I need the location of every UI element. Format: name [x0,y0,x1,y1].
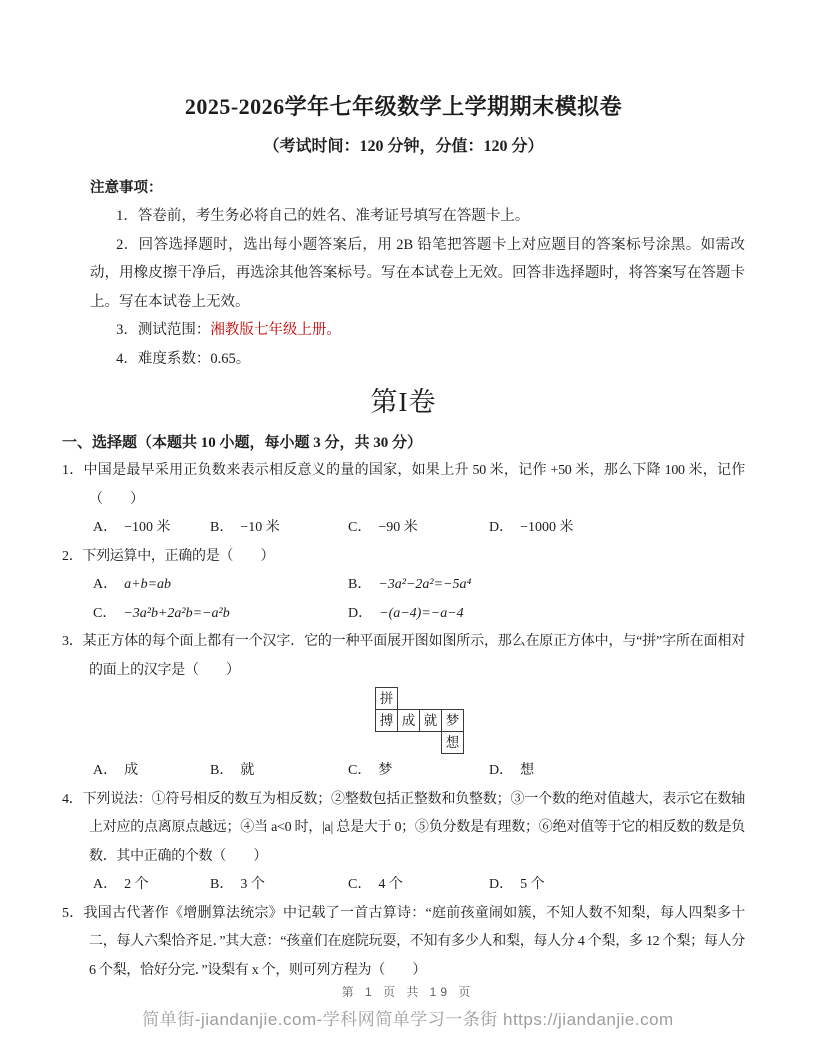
question-4 [62,786,745,900]
question-3-stem: 3．某正方体的每个面上都有一个汉字．它的一种平面展开图如图所示，那么在原正方体中，与“拼”字所在面相对的面上的汉字是（ ） [62,634,745,678]
option-c: C． −90 米 [348,520,418,535]
question-2-stem: 2．下列运算中，正确的是（ ） [62,548,275,564]
cube-net [375,687,465,755]
page-title: 2025-2026学年七年级数学上学期期末模拟卷 [184,94,623,119]
question-1 [62,457,745,543]
question-1-stem: 1．中国是最早采用正负数来表示相反意义的量的国家，如果上升 50 米，记作 +50 米，那么下降 100 米，记作（ ） [62,463,745,507]
question-1-options [62,514,745,543]
option-a: A． 成 [93,763,139,778]
option-b: B． 就 [210,763,255,778]
option-d: D． −(a−4)=−a−4 [348,605,464,621]
net-cell-top: 拼 [375,687,398,710]
question-2 [62,543,745,629]
part-one-title: 第I卷 [370,387,437,417]
question-3-options [62,757,745,786]
note-item-2: 2．回答选择题时，选出每小题答案后，用 2B 铅笔把答题卡上对应题目的答案标号涂黑。如需改动，用橡皮擦干净后，再选涂其他答案标号。写在本试卷上无效。回答非选择题时，将答案写在答题卡上。写在本试卷上无效。 [90,236,745,310]
option-c: C． 梦 [348,763,393,778]
option-b: B． −10 米 [210,520,280,535]
question-2-options-row-2 [62,600,745,629]
option-a: A． −100 米 [93,520,171,535]
net-cell-bottom: 想 [441,731,464,754]
option-c: C． 4 个 [348,877,403,892]
question-5-stem: 5．我国古代著作《增删算法统宗》中记载了一首古算诗：“庭前孩童闹如簇，不知人数不知梨，每人四梨多十二，每人六梨恰齐足．”其大意：“孩童们在庭院玩耍，不知有多少人和梨，每人分 4 个梨，多 12 个梨；每人分 6 个梨，恰好分完．”设梨有 x 个，则可列方程为（ ） [62,905,745,978]
notes-block [90,174,745,373]
note-item-3-prefix: 3．测试范围： [116,322,211,338]
net-cell-row-4: 梦 [441,709,464,732]
option-d: D． 5 个 [489,877,545,892]
cube-net-figure [62,687,745,756]
test-scope-highlight: 湘教版七年级上册。 [210,322,341,338]
option-b: B． −3a²−2a²=−5a⁴ [348,577,472,592]
question-4-stem: 4．下列说法：①符号相反的数互为相反数；②整数包括正整数和负整数；③一个数的绝对值越大，表示它在数轴上对应的点离原点越远；④当 a<0 时，|a| 总是大于 0；⑤负分数是有理数；⑥绝对值等于它的相反数的数是负数．其中正确的个数（ ） [62,791,745,864]
net-cell-row-2: 成 [397,709,420,732]
question-5 [62,900,745,986]
option-a: A． 2 个 [93,877,149,892]
option-d: D． 想 [489,763,535,778]
question-2-options-row-1 [62,571,745,600]
page-footer [0,983,816,1030]
option-d: D． −1000 米 [489,520,574,535]
question-3 [62,628,745,786]
note-item-1: 1．答卷前，考生务必将自己的姓名、准考证号填写在答题卡上。 [116,208,530,224]
net-cell-row-1: 搏 [375,709,398,732]
option-a: A． a+b=ab [93,577,172,592]
notes-heading: 注意事项： [90,180,163,196]
watermark-site-text: 简单街-jiandanjie.com-学科网简单学习一条街 https://jiandanjie.com [142,1010,674,1029]
net-cell-row-3: 就 [419,709,442,732]
section-one-heading: 一、选择题（本题共 10 小题，每小题 3 分，共 30 分） [62,435,423,451]
option-b: B． 3 个 [210,877,265,892]
note-item-3 [90,316,745,345]
note-item-4: 4．难度系数：0.65。 [116,350,251,367]
exam-time-score: （考试时间：120 分钟，分值：120 分） [263,138,544,155]
page-number-indicator: 第 1 页 共 19 页 [341,985,475,999]
option-c: C． −3a²b+2a²b=−a²b [93,605,230,621]
question-4-options [62,871,745,900]
